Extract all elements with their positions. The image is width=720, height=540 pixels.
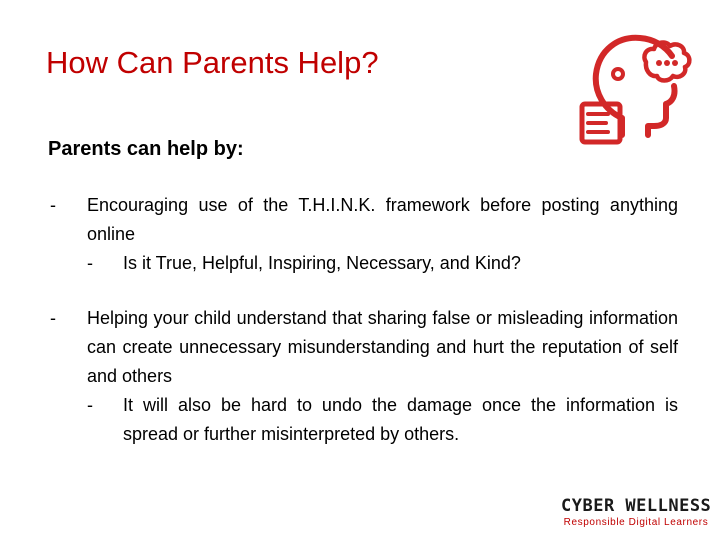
logo-title: CYBER WELLNESS bbox=[561, 496, 712, 516]
sub-bullet-item bbox=[87, 249, 678, 278]
logo-subtitle: Responsible Digital Learners bbox=[563, 517, 709, 528]
bullet-text: Helping your child understand that sharing false or misleading information can create unnecessary misunderstanding and hurt the reputation of self and others bbox=[87, 308, 678, 386]
slide-title: How Can Parents Help? bbox=[46, 45, 379, 80]
thinking-head-icon bbox=[574, 30, 700, 146]
bullet-item bbox=[50, 191, 678, 278]
bullet-dash: - bbox=[50, 195, 56, 215]
bullet-text: Encouraging use of the T.H.I.N.K. framework before posting anything online bbox=[87, 195, 678, 244]
sub-bullet-dash: - bbox=[87, 395, 93, 415]
sub-bullet-dash: - bbox=[87, 253, 93, 273]
intro-heading: Parents can help by: bbox=[48, 138, 244, 160]
thinking-head-graphic bbox=[574, 30, 700, 146]
bullet-dash: - bbox=[50, 308, 56, 328]
sub-bullet-text: It will also be hard to undo the damage once the information is spread or further misinterpreted by others. bbox=[123, 395, 678, 444]
cyber-wellness-logo bbox=[561, 497, 711, 529]
sub-bullet-text: Is it True, Helpful, Inspiring, Necessary, and Kind? bbox=[123, 253, 521, 273]
bullet-item bbox=[50, 304, 678, 449]
sub-bullet-item bbox=[87, 391, 678, 449]
